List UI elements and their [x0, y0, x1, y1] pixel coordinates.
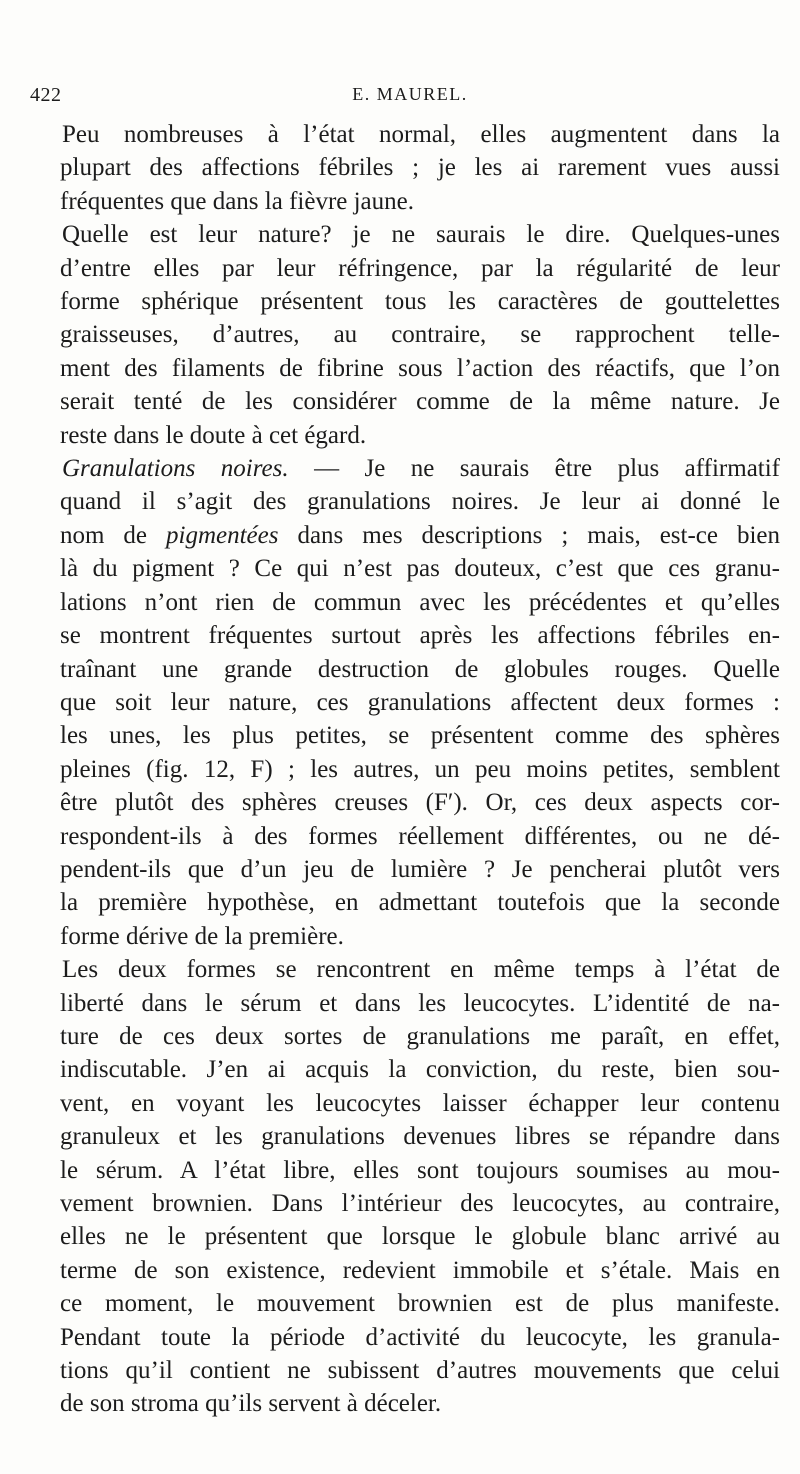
text-line: reste dans le doute à cet égard.	[60, 421, 367, 449]
page-number: 422	[30, 84, 62, 106]
text-line: lations n’ont rien de commun avec les précédentes et qu’elles	[60, 588, 780, 616]
text-line: indiscutable. J’en ai acquis la conviction, du reste, bien sou-	[60, 1056, 780, 1084]
text-line: pleines (fig. 12, F) ; les autres, un peu moins petites, semblent	[60, 755, 780, 783]
paragraph-4	[60, 953, 780, 1421]
text-line: là du pigment ? Ce qui n’est pas douteux, c’est que ces granu-	[60, 555, 780, 583]
text-line: Peu nombreuses à l’état normal, elles augmentent dans la	[62, 121, 780, 148]
text-line: granuleux et les granulations devenues libres se répandre dans	[60, 1123, 780, 1151]
paragraph-3	[60, 452, 780, 953]
text-line: ment des filaments de fibrine sous l’action des réactifs, que l’on	[60, 354, 780, 382]
paragraph-2	[60, 218, 780, 452]
text-line: graisseuses, d’autres, au contraire, se rapprochent telle-	[60, 321, 780, 349]
text-line: forme sphérique présentent tous les caractères de gouttelettes	[60, 288, 780, 316]
text-line: se montrent fréquentes surtout après les affections fébriles en-	[60, 622, 780, 650]
text-line: de son stroma qu’ils servent à déceler.	[60, 1390, 442, 1418]
running-head: E. MAUREL.	[352, 84, 468, 104]
text-line: Quelle est leur nature? je ne saurais le dire. Quelques-unes	[62, 221, 780, 249]
text-line: tions qu’il contient ne subissent d’autres mouvements que celui	[60, 1357, 780, 1385]
text-line: quand il s’agit des granulations noires. Je leur ai donné le	[60, 488, 780, 516]
text-line: liberté dans le sérum et dans les leucocytes. L’identité de na-	[60, 989, 780, 1017]
text-line: pendent-ils que d’un jeu de lumière ? Je pencherai plutôt vers	[60, 855, 780, 883]
text-line: plupart des affections fébriles ; je les ai rarement vues aussi	[60, 154, 780, 182]
text-line: la première hypothèse, en admettant toutefois que la seconde	[60, 889, 780, 917]
text-line: ture de ces deux sortes de granulations me paraît, en effet,	[60, 1022, 780, 1050]
text-line	[60, 452, 780, 485]
text-line: Les deux formes se rencontrent en même temps à l’état de	[62, 956, 780, 984]
text-line: traînant une grande destruction de globules rouges. Quelle	[60, 655, 780, 683]
text-line: elles ne le présentent que lorsque le globule blanc arrivé au	[60, 1223, 780, 1251]
text-line: d’entre elles par leur réfringence, par la régularité de leur	[60, 254, 780, 282]
text-line	[60, 519, 780, 552]
page-header	[30, 84, 790, 114]
text-fragment: nom de	[60, 521, 167, 549]
text-line: que soit leur nature, ces granulations affectent deux formes :	[60, 688, 780, 716]
text-line: le sérum. A l’état libre, elles sont toujours soumises au mou-	[60, 1156, 780, 1184]
text-line: ce moment, le mouvement brownien est de plus manifeste.	[60, 1290, 780, 1318]
text-line: Pendant toute la période d’activité du leucocyte, les granula-	[60, 1323, 780, 1351]
text-line: vent, en voyant les leucocytes laisser échapper leur contenu	[60, 1089, 780, 1117]
text-fragment: — Je ne saurais être plus affirmatif	[288, 455, 781, 483]
text-fragment: dans mes descriptions ; mais, est-ce bien	[278, 521, 781, 549]
text-line: serait tenté de les considérer comme de la même nature. Je	[60, 388, 780, 416]
italic-term: pigmentées	[166, 521, 279, 549]
section-lead-italic: Granulations noires.	[62, 455, 289, 483]
paragraph-1	[60, 118, 780, 218]
text-line: fréquentes que dans la fièvre jaune.	[60, 187, 415, 215]
text-line: respondent-ils à des formes réellement différentes, ou ne dé-	[60, 822, 780, 850]
text-line: les unes, les plus petites, se présentent comme des sphères	[60, 722, 780, 750]
text-line: vement brownien. Dans l’intérieur des leucocytes, au contraire,	[60, 1190, 780, 1217]
body-text	[60, 118, 780, 1421]
text-line: forme dérive de la première.	[60, 922, 344, 950]
text-line: terme de son existence, redevient immobile et s’étale. Mais en	[60, 1256, 780, 1284]
text-line: être plutôt des sphères creuses (F′). Or, ces deux aspects cor-	[60, 789, 780, 817]
